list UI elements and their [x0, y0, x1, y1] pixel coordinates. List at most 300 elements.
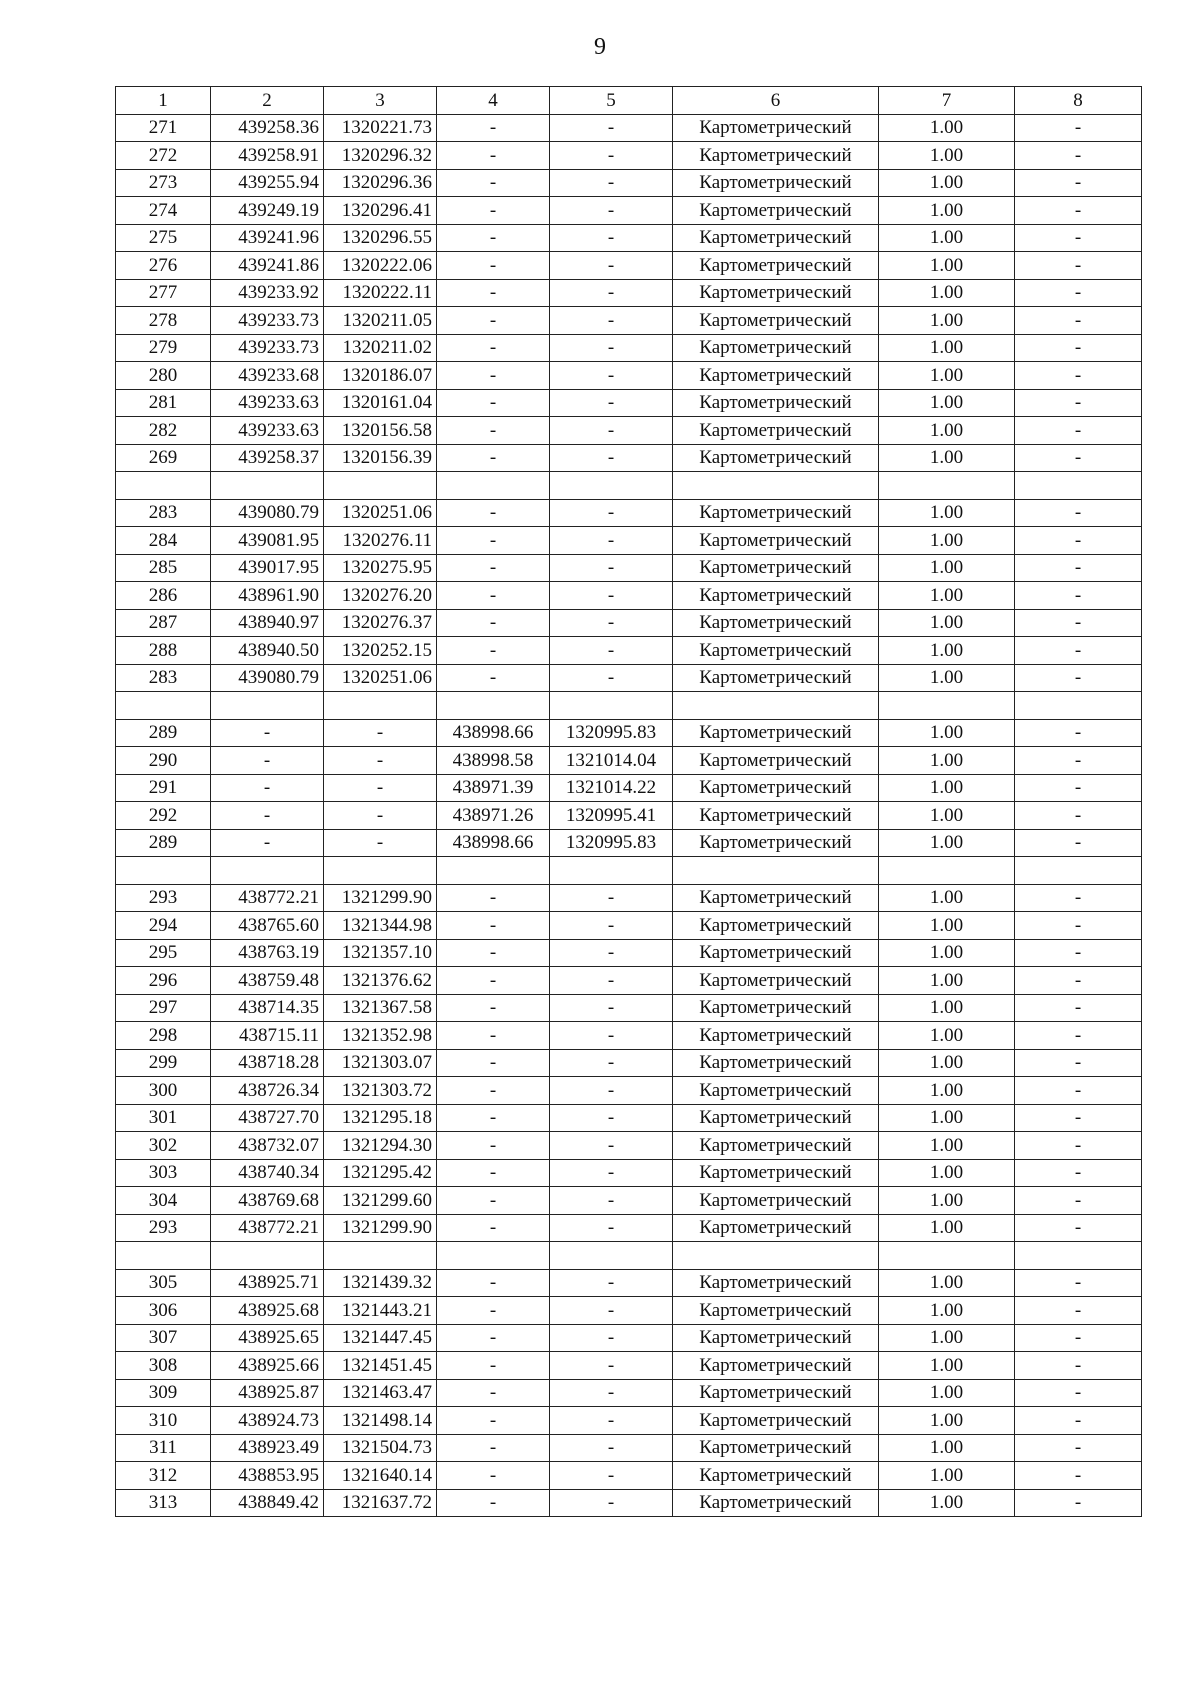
table-cell: 1.00: [879, 197, 1015, 225]
empty-cell: [116, 857, 211, 885]
table-cell: 306: [116, 1297, 211, 1325]
table-row: [116, 307, 1142, 335]
table-cell: 281: [116, 389, 211, 417]
table-row: [116, 279, 1142, 307]
table-cell: 439081.95: [211, 527, 324, 555]
table-row: [116, 609, 1142, 637]
table-cell: Картометрический: [673, 1269, 879, 1297]
table-cell: 1320251.06: [324, 499, 437, 527]
table-cell: -: [550, 499, 673, 527]
table-cell: -: [1015, 719, 1142, 747]
table-cell: 299: [116, 1049, 211, 1077]
empty-cell: [550, 692, 673, 720]
table-cell: -: [437, 994, 550, 1022]
table-cell: 1.00: [879, 1159, 1015, 1187]
table-cell: 1321439.32: [324, 1269, 437, 1297]
table-cell: -: [437, 1379, 550, 1407]
table-row: [116, 334, 1142, 362]
table-cell: 438732.07: [211, 1132, 324, 1160]
table-cell: 1.00: [879, 1187, 1015, 1215]
table-row: [116, 1049, 1142, 1077]
table-cell: 1.00: [879, 1297, 1015, 1325]
table-cell: 438715.11: [211, 1022, 324, 1050]
table-cell: 272: [116, 142, 211, 170]
table-cell: -: [437, 967, 550, 995]
table-cell: Картометрический: [673, 1379, 879, 1407]
table-cell: 297: [116, 994, 211, 1022]
empty-cell: [1015, 1242, 1142, 1270]
table-cell: -: [550, 389, 673, 417]
table-cell: 1.00: [879, 939, 1015, 967]
table-cell: -: [437, 1489, 550, 1517]
table-cell: Картометрический: [673, 1434, 879, 1462]
table-row: [116, 1104, 1142, 1132]
table-cell: -: [324, 774, 437, 802]
table-cell: 289: [116, 829, 211, 857]
empty-cell: [116, 692, 211, 720]
page-number: 9: [594, 34, 606, 60]
table-cell: Картометрический: [673, 747, 879, 775]
table-cell: 1.00: [879, 637, 1015, 665]
table-row: [116, 939, 1142, 967]
table-cell: -: [437, 1297, 550, 1325]
table-cell: -: [550, 1324, 673, 1352]
table-cell: 288: [116, 637, 211, 665]
table-cell: Картометрический: [673, 719, 879, 747]
table-cell: -: [437, 1159, 550, 1187]
table-cell: 1.00: [879, 1489, 1015, 1517]
table-cell: 1321640.14: [324, 1462, 437, 1490]
table-cell: 439233.73: [211, 334, 324, 362]
table-cell: 1321294.30: [324, 1132, 437, 1160]
table-cell: Картометрический: [673, 224, 879, 252]
table-cell: -: [550, 252, 673, 280]
table-cell: 438759.48: [211, 967, 324, 995]
table-cell: Картометрический: [673, 637, 879, 665]
table-cell: 438925.87: [211, 1379, 324, 1407]
table-cell: 1321463.47: [324, 1379, 437, 1407]
table-cell: -: [550, 362, 673, 390]
table-cell: -: [437, 114, 550, 142]
table-cell: -: [437, 279, 550, 307]
table-cell: -: [550, 1214, 673, 1242]
table-cell: 309: [116, 1379, 211, 1407]
table-cell: 1320995.41: [550, 802, 673, 830]
table-cell: 304: [116, 1187, 211, 1215]
table-cell: 1320156.58: [324, 417, 437, 445]
table-cell: -: [550, 582, 673, 610]
table-cell: -: [1015, 169, 1142, 197]
column-header: 6: [673, 87, 879, 115]
empty-cell: [116, 472, 211, 500]
table-cell: 439258.37: [211, 444, 324, 472]
table-cell: 290: [116, 747, 211, 775]
table-cell: Картометрический: [673, 307, 879, 335]
table-cell: -: [550, 1352, 673, 1380]
table-cell: -: [1015, 637, 1142, 665]
table-cell: 308: [116, 1352, 211, 1380]
empty-cell: [879, 857, 1015, 885]
table-cell: 1.00: [879, 1462, 1015, 1490]
table-cell: 1.00: [879, 664, 1015, 692]
table-cell: Картометрический: [673, 609, 879, 637]
table-row: [116, 444, 1142, 472]
table-cell: -: [1015, 417, 1142, 445]
table-row: [116, 417, 1142, 445]
table-cell: 1.00: [879, 582, 1015, 610]
table-cell: 438714.35: [211, 994, 324, 1022]
table-row: [116, 912, 1142, 940]
table-cell: 1.00: [879, 169, 1015, 197]
table-cell: 1.00: [879, 307, 1015, 335]
table-cell: -: [1015, 747, 1142, 775]
table-cell: 1321498.14: [324, 1407, 437, 1435]
table-cell: 278: [116, 307, 211, 335]
table-cell: 1.00: [879, 1077, 1015, 1105]
table-cell: 1.00: [879, 1434, 1015, 1462]
table-cell: 1321014.04: [550, 747, 673, 775]
table-cell: 438998.66: [437, 719, 550, 747]
table-cell: -: [1015, 224, 1142, 252]
table-cell: -: [550, 1462, 673, 1490]
table-cell: 1320296.55: [324, 224, 437, 252]
table-cell: Картометрический: [673, 802, 879, 830]
table-cell: 1320276.20: [324, 582, 437, 610]
table-cell: -: [550, 169, 673, 197]
table-cell: -: [1015, 1297, 1142, 1325]
table-cell: -: [1015, 802, 1142, 830]
empty-cell: [116, 1242, 211, 1270]
table-cell: -: [1015, 1077, 1142, 1105]
table-cell: 439017.95: [211, 554, 324, 582]
table-cell: Картометрический: [673, 527, 879, 555]
empty-cell: [879, 472, 1015, 500]
table-cell: -: [1015, 1324, 1142, 1352]
table-cell: -: [1015, 252, 1142, 280]
table-cell: Картометрический: [673, 417, 879, 445]
table-cell: Картометрический: [673, 1022, 879, 1050]
table-row: [116, 499, 1142, 527]
table-cell: Картометрический: [673, 912, 879, 940]
table-cell: 1.00: [879, 912, 1015, 940]
table-cell: 289: [116, 719, 211, 747]
empty-cell: [324, 857, 437, 885]
table-cell: -: [1015, 197, 1142, 225]
table-cell: -: [437, 1462, 550, 1490]
table-cell: -: [1015, 774, 1142, 802]
table-row: [116, 362, 1142, 390]
table-cell: 438726.34: [211, 1077, 324, 1105]
table-cell: -: [550, 912, 673, 940]
table-cell: 307: [116, 1324, 211, 1352]
table-cell: -: [550, 1049, 673, 1077]
table-cell: 439233.63: [211, 417, 324, 445]
table-cell: 1320186.07: [324, 362, 437, 390]
table-cell: 1320221.73: [324, 114, 437, 142]
table-cell: 438925.66: [211, 1352, 324, 1380]
column-header: 5: [550, 87, 673, 115]
table-row: [116, 637, 1142, 665]
table-cell: Картометрический: [673, 142, 879, 170]
table-cell: 279: [116, 334, 211, 362]
empty-cell: [879, 692, 1015, 720]
table-cell: -: [550, 1379, 673, 1407]
table-cell: 1.00: [879, 994, 1015, 1022]
table-cell: -: [1015, 499, 1142, 527]
table-cell: -: [1015, 664, 1142, 692]
table-cell: -: [550, 279, 673, 307]
table-cell: -: [1015, 994, 1142, 1022]
empty-cell: [211, 472, 324, 500]
table-cell: -: [1015, 444, 1142, 472]
table-row: [116, 1077, 1142, 1105]
empty-cell: [550, 1242, 673, 1270]
table-cell: 1.00: [879, 444, 1015, 472]
table-row: [116, 554, 1142, 582]
table-row: [116, 389, 1142, 417]
table-row: [116, 829, 1142, 857]
table-cell: 439233.68: [211, 362, 324, 390]
table-cell: -: [437, 1022, 550, 1050]
table-cell: 1320211.02: [324, 334, 437, 362]
table-cell: 1.00: [879, 527, 1015, 555]
table-cell: -: [211, 802, 324, 830]
table-cell: 1.00: [879, 609, 1015, 637]
table-cell: 1320252.15: [324, 637, 437, 665]
table-cell: Картометрический: [673, 664, 879, 692]
empty-cell: [437, 472, 550, 500]
table-cell: -: [437, 884, 550, 912]
table-cell: -: [1015, 362, 1142, 390]
table-cell: Картометрический: [673, 197, 879, 225]
table-cell: 1.00: [879, 417, 1015, 445]
table-cell: 295: [116, 939, 211, 967]
table-cell: 1321357.10: [324, 939, 437, 967]
table-cell: -: [550, 1489, 673, 1517]
table-cell: 1321352.98: [324, 1022, 437, 1050]
table-cell: -: [550, 1022, 673, 1050]
table-cell: -: [437, 389, 550, 417]
table-row: [116, 1132, 1142, 1160]
table-row: [116, 1214, 1142, 1242]
table-cell: 438763.19: [211, 939, 324, 967]
table-cell: -: [324, 747, 437, 775]
empty-cell: [673, 1242, 879, 1270]
table-cell: 439080.79: [211, 664, 324, 692]
table-cell: -: [437, 362, 550, 390]
table-cell: -: [550, 1077, 673, 1105]
table-cell: Картометрический: [673, 582, 879, 610]
table-row: [116, 1407, 1142, 1435]
table-cell: -: [437, 334, 550, 362]
table-cell: 300: [116, 1077, 211, 1105]
table-cell: 313: [116, 1489, 211, 1517]
table-cell: 438769.68: [211, 1187, 324, 1215]
table-cell: 1321637.72: [324, 1489, 437, 1517]
table-cell: -: [211, 774, 324, 802]
table-cell: 1321295.42: [324, 1159, 437, 1187]
table-row: [116, 527, 1142, 555]
table-cell: -: [1015, 1214, 1142, 1242]
table-cell: 286: [116, 582, 211, 610]
coordinates-table: [115, 86, 1142, 1517]
empty-cell: [324, 1242, 437, 1270]
table-cell: 1.00: [879, 1352, 1015, 1380]
table-cell: 276: [116, 252, 211, 280]
table-cell: 438727.70: [211, 1104, 324, 1132]
table-cell: Картометрический: [673, 1159, 879, 1187]
table-cell: 439258.91: [211, 142, 324, 170]
table-cell: Картометрический: [673, 1077, 879, 1105]
table-cell: -: [550, 664, 673, 692]
table-cell: 293: [116, 1214, 211, 1242]
separator-row: [116, 1242, 1142, 1270]
empty-cell: [211, 857, 324, 885]
table-row: [116, 967, 1142, 995]
table-cell: 1.00: [879, 829, 1015, 857]
table-cell: -: [550, 609, 673, 637]
separator-row: [116, 692, 1142, 720]
table-cell: 438740.34: [211, 1159, 324, 1187]
empty-cell: [437, 1242, 550, 1270]
table-cell: 269: [116, 444, 211, 472]
table-cell: 1.00: [879, 1049, 1015, 1077]
empty-cell: [437, 857, 550, 885]
table-cell: 438853.95: [211, 1462, 324, 1490]
table-cell: -: [1015, 1159, 1142, 1187]
table-cell: Картометрический: [673, 252, 879, 280]
table-cell: -: [437, 609, 550, 637]
table-row: [116, 169, 1142, 197]
empty-cell: [324, 472, 437, 500]
table-cell: 439233.73: [211, 307, 324, 335]
table-cell: Картометрический: [673, 1462, 879, 1490]
table-cell: 1.00: [879, 362, 1015, 390]
table-cell: -: [437, 224, 550, 252]
table-cell: 1320995.83: [550, 719, 673, 747]
table-cell: 1.00: [879, 1269, 1015, 1297]
table-cell: -: [211, 829, 324, 857]
table-cell: 291: [116, 774, 211, 802]
table-cell: 439233.92: [211, 279, 324, 307]
table-cell: -: [437, 252, 550, 280]
empty-cell: [673, 692, 879, 720]
table-cell: 1320296.41: [324, 197, 437, 225]
table-row: [116, 994, 1142, 1022]
table-cell: -: [1015, 884, 1142, 912]
table-cell: 311: [116, 1434, 211, 1462]
table-cell: Картометрический: [673, 114, 879, 142]
table-cell: -: [1015, 1407, 1142, 1435]
table-cell: 438998.58: [437, 747, 550, 775]
column-header: 7: [879, 87, 1015, 115]
table-cell: Картометрический: [673, 1407, 879, 1435]
table-cell: -: [550, 994, 673, 1022]
table-row: [116, 1352, 1142, 1380]
empty-cell: [550, 857, 673, 885]
table-cell: 277: [116, 279, 211, 307]
table-cell: -: [437, 1132, 550, 1160]
table-cell: -: [550, 224, 673, 252]
table-cell: 438971.26: [437, 802, 550, 830]
table-cell: -: [437, 1049, 550, 1077]
table-cell: -: [1015, 279, 1142, 307]
table-cell: 439241.86: [211, 252, 324, 280]
table-cell: Картометрический: [673, 334, 879, 362]
table-cell: 1.00: [879, 1132, 1015, 1160]
table-row: [116, 884, 1142, 912]
table-cell: 1320251.06: [324, 664, 437, 692]
table-cell: 273: [116, 169, 211, 197]
table-cell: 1321014.22: [550, 774, 673, 802]
table-cell: -: [1015, 334, 1142, 362]
table-cell: -: [437, 499, 550, 527]
table-cell: 439080.79: [211, 499, 324, 527]
table-cell: 1321504.73: [324, 1434, 437, 1462]
table-cell: 1320296.36: [324, 169, 437, 197]
table-cell: 1.00: [879, 774, 1015, 802]
table-cell: -: [1015, 114, 1142, 142]
table-cell: -: [1015, 1187, 1142, 1215]
table-cell: 1321299.60: [324, 1187, 437, 1215]
table-cell: Картометрический: [673, 1297, 879, 1325]
table-cell: -: [1015, 1049, 1142, 1077]
table-cell: -: [437, 1434, 550, 1462]
table-cell: 1.00: [879, 747, 1015, 775]
table-row: [116, 1297, 1142, 1325]
table-row: [116, 582, 1142, 610]
table-cell: -: [437, 527, 550, 555]
table-cell: -: [437, 1077, 550, 1105]
table-cell: 1.00: [879, 334, 1015, 362]
table-cell: 439249.19: [211, 197, 324, 225]
table-cell: -: [437, 1104, 550, 1132]
table-cell: 1.00: [879, 389, 1015, 417]
table-row: [116, 1489, 1142, 1517]
table-cell: 1.00: [879, 1407, 1015, 1435]
table-cell: -: [550, 417, 673, 445]
table-cell: -: [1015, 582, 1142, 610]
column-header: 8: [1015, 87, 1142, 115]
empty-cell: [879, 1242, 1015, 1270]
empty-cell: [673, 857, 879, 885]
separator-row: [116, 857, 1142, 885]
table-cell: 1320995.83: [550, 829, 673, 857]
table-cell: 1321299.90: [324, 1214, 437, 1242]
table-header-row: [116, 87, 1142, 115]
table-cell: 1320222.06: [324, 252, 437, 280]
table-cell: 438925.71: [211, 1269, 324, 1297]
empty-cell: [1015, 857, 1142, 885]
table-cell: -: [1015, 912, 1142, 940]
table-row: [116, 1159, 1142, 1187]
table-cell: -: [1015, 1352, 1142, 1380]
table-cell: -: [550, 1187, 673, 1215]
table-cell: 1.00: [879, 499, 1015, 527]
table-cell: -: [1015, 609, 1142, 637]
table-cell: 438849.42: [211, 1489, 324, 1517]
empty-cell: [550, 472, 673, 500]
table-cell: 1.00: [879, 1214, 1015, 1242]
column-header: 3: [324, 87, 437, 115]
table-cell: -: [550, 884, 673, 912]
table-cell: -: [324, 719, 437, 747]
table-cell: -: [437, 664, 550, 692]
table-cell: 296: [116, 967, 211, 995]
table-cell: -: [550, 114, 673, 142]
table-cell: 1320276.37: [324, 609, 437, 637]
table-cell: -: [437, 912, 550, 940]
